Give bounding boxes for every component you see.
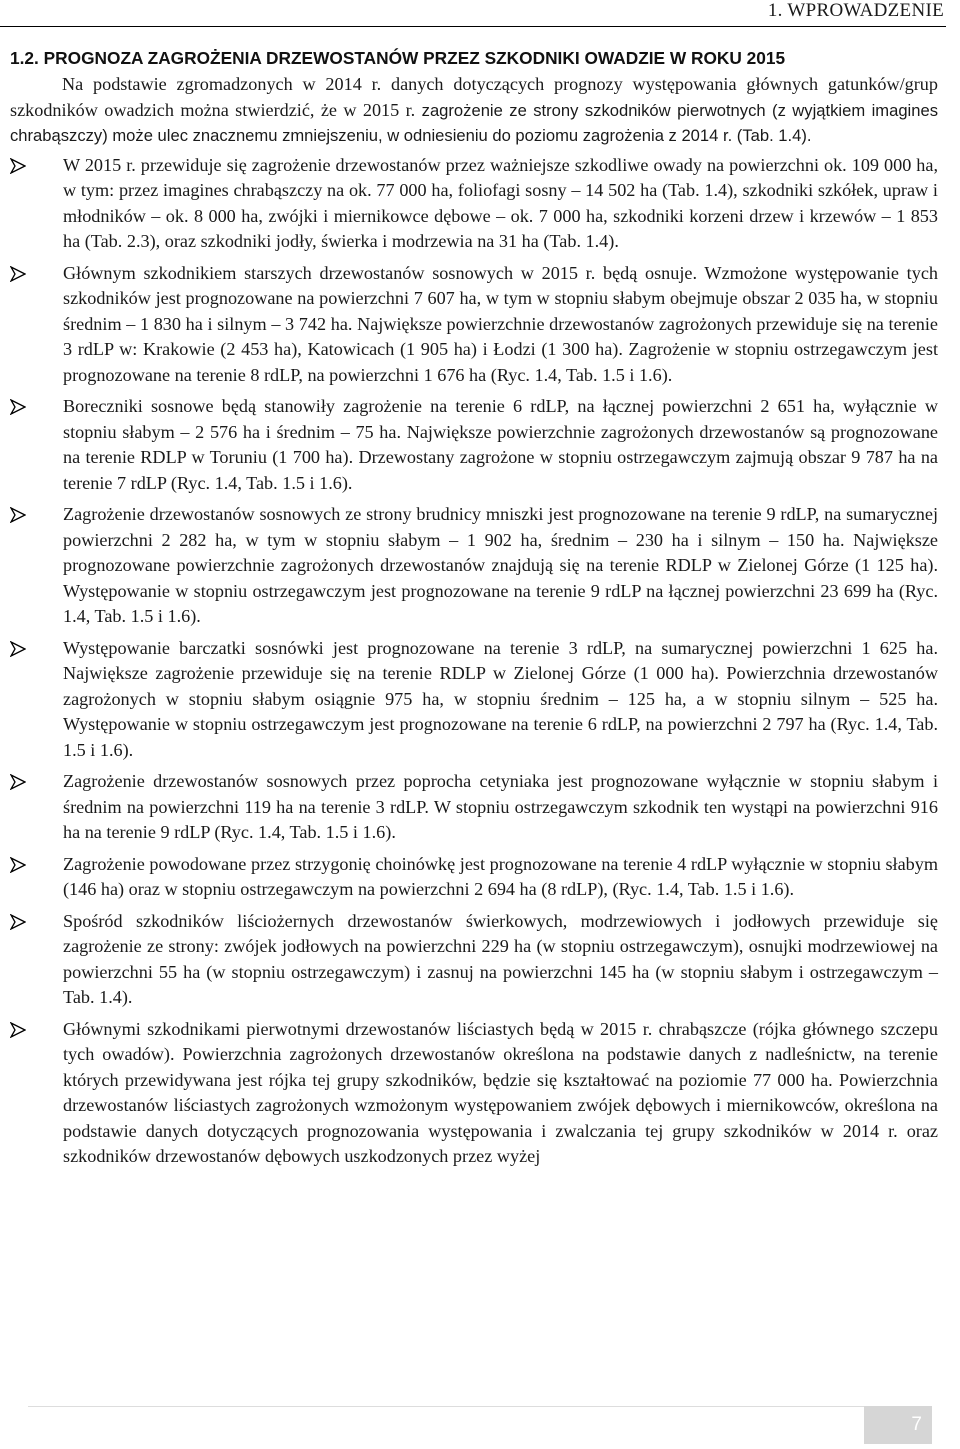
list-item	[10, 394, 938, 496]
arrowhead-bullet-icon	[10, 507, 26, 523]
intro-serif-text: Na podstawie zgromadzonych w 2014 r. danych dotyczących prognozy występowania głównych gatunków/grup szkodników owadzich można stwierdzić, że w 2015 r.	[10, 74, 938, 120]
list-item-text: Boreczniki sosnowe będą stanowiły zagrożenie na terenie 6 rdLP, na łącznej powierzchni 2 651 ha, wyłącznie w stopniu słabym – 2 576 ha i średnim – 75 ha. Największe powierzchnie zagrożonych drzewostanów są prognozowane na terenie RDLP w Toruniu (1 700 ha). Drzewostany zagrożone w stopniu ostrzegawczym zajmują obszar 9 787 ha na terenie 7 rdLP (Ryc. 1.4, Tab. 1.5 i 1.6).	[63, 396, 938, 493]
section-heading: 1.2. PROGNOZA ZAGROŻENIA DRZEWOSTANÓW PRZEZ SZKODNIKI OWADZIE W ROKU 2015	[10, 48, 786, 68]
document-body	[10, 46, 938, 1176]
list-item	[10, 261, 938, 389]
list-item-text: W 2015 r. przewiduje się zagrożenie drzewostanów przez ważniejsze szkodliwe owady na powierzchni ok. 109 000 ha, w tym: przez imagines chrabąszczy na ok. 77 000 ha, foliofagi sosny – 14 502 ha (Tab. 1.4), szkodniki szkółek, upraw i młodników – ok. 8 000 ha, zwójki i miernikowce dębowe – ok. 7 000 ha, szkodniki korzeni drzew i krzewów – 1 853 ha (Tab. 2.3), oraz szkodniki jodły, świerka i modrzewia na 31 ha (Tab. 1.4).	[63, 154, 938, 251]
list-item	[10, 153, 938, 255]
list-item	[10, 502, 938, 630]
list-item	[10, 909, 938, 1011]
list-item-text: Spośród szkodników liściożernych drzewostanów świerkowych, modrzewiowych i jodłowych przewiduje się zagrożenie ze strony: zwójek jodłowych na powierzchni 229 ha (w stopniu ostrzegawczym), osnujki modrzewiowej na powierzchni 55 ha (w stopniu ostrzegawczym) i zasnuj na powierzchni 145 ha (w stopniu słabym i ostrzegawczym – Tab. 1.4).	[63, 910, 938, 1007]
list-item-text: Zagrożenie drzewostanów sosnowych przez poprocha cetyniaka jest prognozowane wyłącznie w stopniu słabym i średnim na powierzchni 119 ha na terenie 3 rdLP. W stopniu ostrzegawczym szkodnik ten wystąpi na powierzchni 916 ha na terenie 9 rdLP (Ryc. 1.4, Tab. 1.5 i 1.6).	[63, 771, 938, 842]
list-item-text: Zagrożenie drzewostanów sosnowych ze strony brudnicy mniszki jest prognozowane na terenie 9 rdLP, na sumarycznej powierzchni 2 282 ha, w tym w stopniu słabym – 1 902 ha, średnim – 230 ha i silnym – 150 ha. Największe prognozowane powierzchnie zagrożonych drzewostanów znajdują się na terenie RDLP w Zielonej Górze (1 125 ha). Występowanie w stopniu ostrzegawczym jest prognozowane na terenie 9 rdLP na łącznej powierzchni 23 699 ha (Ryc. 1.4, Tab. 1.5 i 1.6).	[63, 504, 938, 626]
arrowhead-bullet-icon	[10, 266, 26, 282]
footer-rule	[28, 1406, 864, 1445]
page-number: 7	[911, 1414, 922, 1435]
list-item-text: Głównymi szkodnikami pierwotnymi drzewostanów liściastych będą w 2015 r. chrabąszcze (rójka głównego szczepu tych owadów). Powierzchnia zagrożonych drzewostanów określona na podstawie danych z nadleśnictw, na terenie których przewidywana jest rójka tej grupy szkodników, będzie się kształtować na poziomie 77 000 ha. Powierzchnia drzewostanów liściastych zagrożonych wzmożonym występowaniem zwójek dębowych i miernikowców, określona na podstawie danych dotyczących prognozowania występowania i zwalczania tej grupy szkodników w 2014 r. oraz szkodników drzewostanów dębowych uszkodzonych przez wyżej	[63, 1018, 938, 1166]
bullet-list	[10, 153, 938, 1170]
page-number-box	[864, 1406, 932, 1444]
intro-paragraph	[10, 72, 938, 149]
list-item-text: Występowanie barczatki sosnówki jest prognozowane na terenie 3 rdLP, na sumarycznej powierzchni 1 625 ha. Największe zagrożenie przewiduje się na terenie RDLP w Zielonej Górze (1 000 ha). Powierzchnia drzewostanów zagrożonych w stopniu słabym osiągnie 975 ha, w stopniu średnim – 125 ha, a w stopniu silnym – 525 ha. Występowanie w stopniu ostrzegawczym jest prognozowane na terenie 6 rdLP, na powierzchni 2 797 ha (Ryc. 1.4, Tab. 1.5 i 1.6).	[63, 637, 938, 760]
arrowhead-bullet-icon	[10, 158, 26, 174]
list-item	[10, 852, 938, 903]
arrowhead-bullet-icon	[10, 914, 26, 930]
list-item-text: Głównym szkodnikiem starszych drzewostanów sosnowych w 2015 r. będą osnuje. Wzmożone występowanie tych szkodników jest prognozowane na powierzchni 7 607 ha, w tym w stopniu słabym obejmuje obszar 2 035 ha, w stopniu średnim – 1 830 ha i silnym – 3 742 ha. Największe powierzchnie drzewostanów zagrożonych przewiduje się na terenie 3 rdLP w: Krakowie (2 453 ha), Katowicach (1 905 ha) i Łodzi (1 300 ha). Zagrożenie w stopniu ostrzegawczym jest prognozowane na terenie 8 rdLP, na powierzchni 1 676 ha (Ryc. 1.4, Tab. 1.5 i 1.6).	[63, 262, 938, 385]
arrowhead-bullet-icon	[10, 399, 26, 415]
intro-sans-text: zagrożenie ze strony szkodników pierwotnych (z wyjątkiem imagines chrabąszczy) może ulec znacznemu zmniejszeniu, w odniesieniu do poziomu zagrożenia z 2014 r. (Tab. 1.4).	[10, 100, 938, 145]
arrowhead-bullet-icon	[10, 774, 26, 790]
arrowhead-bullet-icon	[10, 1022, 26, 1038]
arrowhead-bullet-icon	[10, 857, 26, 873]
list-item	[10, 1017, 938, 1170]
list-item-text: Zagrożenie powodowane przez strzygonię choinówkę jest prognozowane na terenie 4 rdLP wyłącznie w stopniu słabym (146 ha) oraz w stopniu ostrzegawczym na powierzchni 2 694 ha (8 rdLP), (Ryc. 1.4, Tab. 1.5 i 1.6).	[63, 853, 938, 899]
arrowhead-bullet-icon	[10, 641, 26, 657]
chapter-title: 1. WPROWADZENIE	[767, 0, 944, 21]
list-item	[10, 636, 938, 764]
list-item	[10, 769, 938, 846]
running-header	[0, 0, 946, 27]
